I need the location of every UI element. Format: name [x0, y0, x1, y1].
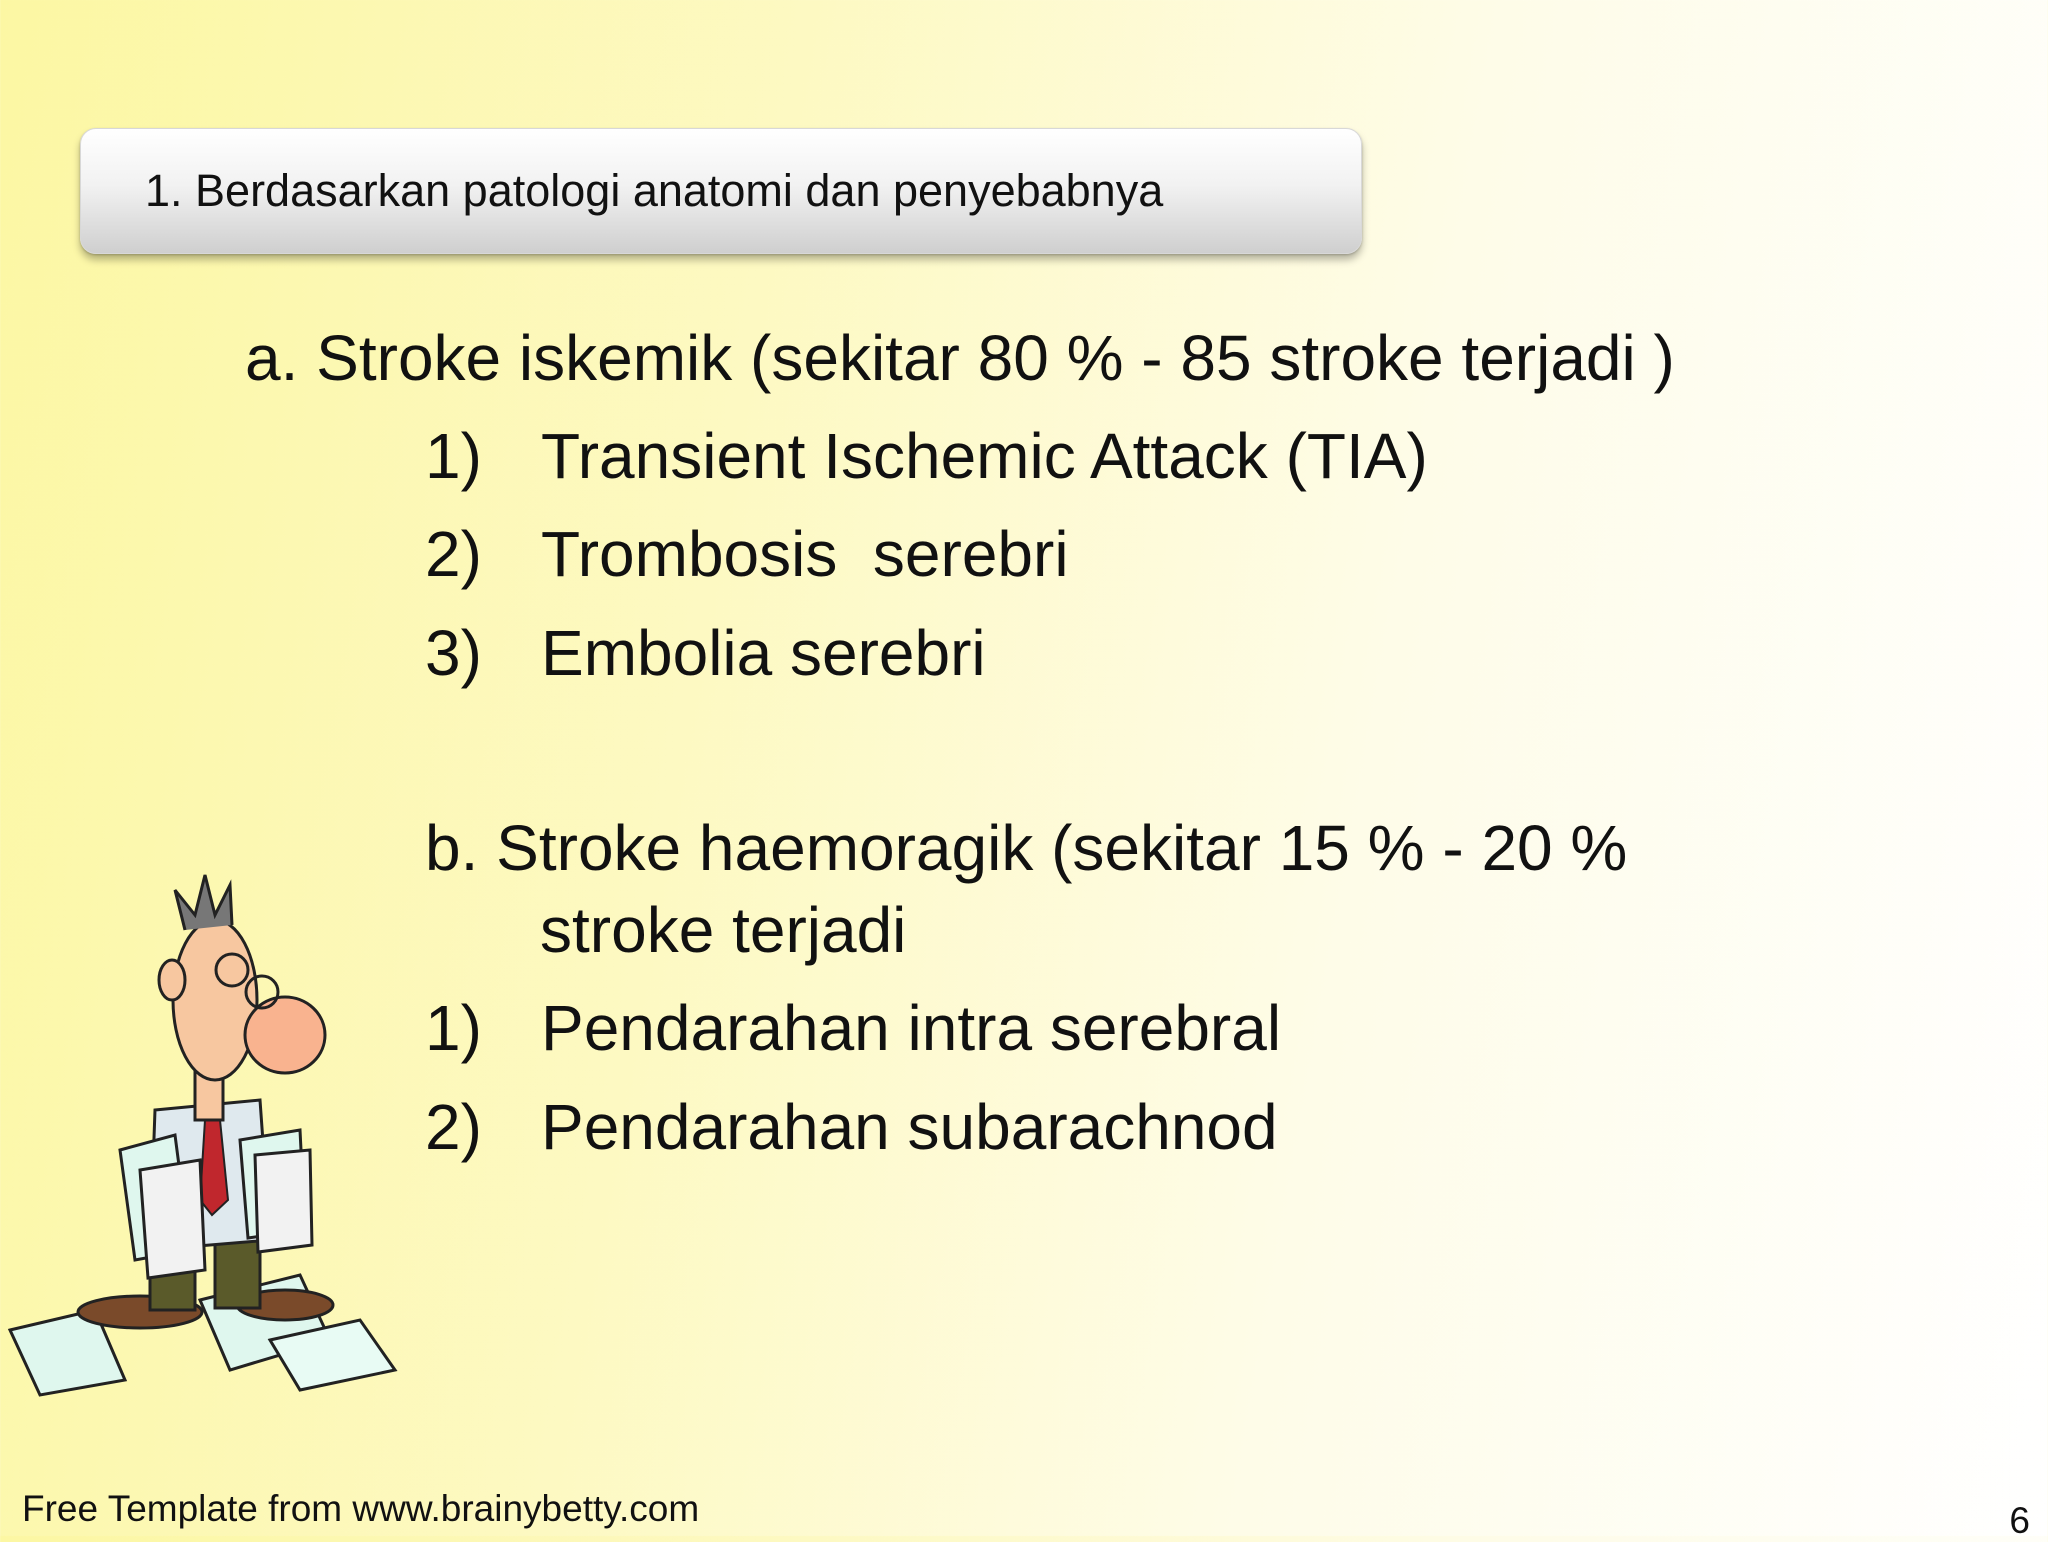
- item-text: Pendarahan intra serebral: [541, 992, 1282, 1064]
- footer-credit: Free Template from www.brainybetty.com: [22, 1488, 700, 1529]
- item-number: 3): [425, 617, 482, 689]
- section-b-heading-continuation: stroke terjadi: [540, 894, 907, 966]
- item-text: Pendarahan subarachnod: [541, 1091, 1278, 1163]
- list-item: [425, 992, 1282, 1064]
- slide-title: 1. Berdasarkan patologi anatomi dan penyebabnya: [145, 165, 1164, 216]
- item-number: 2): [425, 518, 482, 590]
- item-text: Trombosis serebri: [541, 518, 1069, 590]
- list-item: [425, 518, 1069, 590]
- list-item: [425, 420, 1428, 492]
- item-text: Transient Ischemic Attack (TIA): [541, 420, 1428, 492]
- item-text: Embolia serebri: [541, 617, 986, 689]
- section-a-heading: a. Stroke iskemik (sekitar 80 % - 85 stroke terjadi ): [245, 322, 1675, 394]
- list-item: [425, 1091, 1278, 1163]
- title-box: [80, 128, 1362, 254]
- section-b-heading: b. Stroke haemoragik (sekitar 15 % - 20 %: [425, 812, 1628, 884]
- list-item: [425, 617, 986, 689]
- item-number: 2): [425, 1091, 482, 1163]
- page-number: 6: [2009, 1500, 2030, 1541]
- cartoon-man-illustration: [0, 870, 440, 1410]
- item-number: 1): [425, 420, 482, 492]
- item-number: 1): [425, 992, 482, 1064]
